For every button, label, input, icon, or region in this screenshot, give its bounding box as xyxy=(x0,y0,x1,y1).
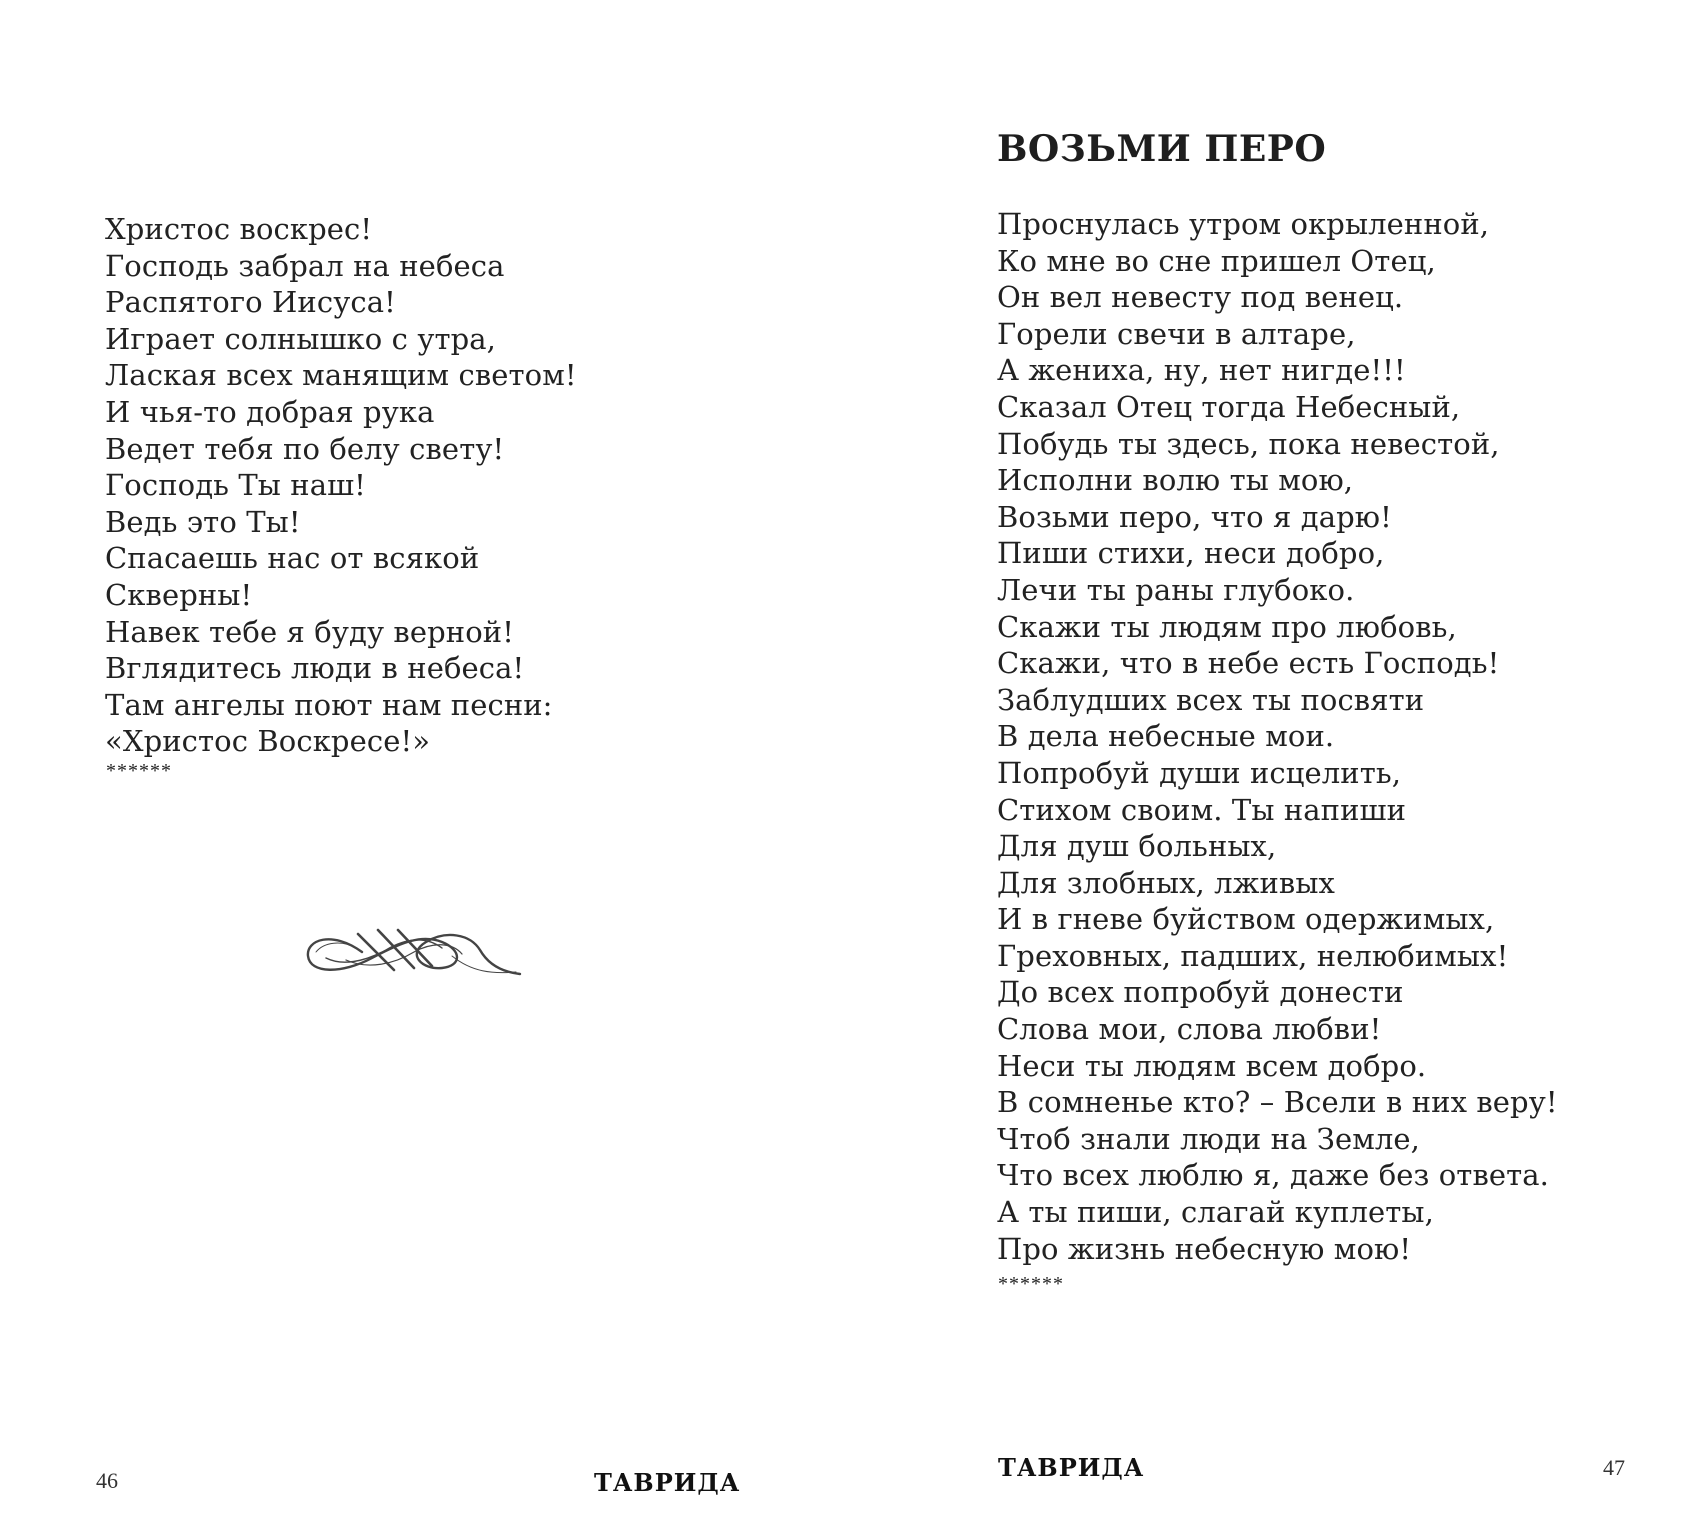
poem-line: Греховных, падших, нелюбимых! xyxy=(997,938,1509,973)
poem-line: И чья-то добрая рука xyxy=(105,394,435,429)
poem-line: Он вел невесту под венец. xyxy=(997,280,1404,315)
publisher-logo-left: ТАВРИДА xyxy=(594,1468,741,1497)
left-separator: ****** xyxy=(106,760,172,782)
poem-line: Там ангелы поют нам песни: xyxy=(105,687,553,722)
poem-line: Для злобных, лживых xyxy=(997,865,1335,900)
poem-line: Сказал Отец тогда Небесный, xyxy=(997,389,1461,424)
poem-line: Ведь это Ты! xyxy=(105,504,301,539)
poem-line: Скажи, что в небе есть Господь! xyxy=(997,646,1500,681)
poem-line: Господь забрал на небеса xyxy=(105,248,505,283)
poem-line: Лечи ты раны глубоко. xyxy=(997,572,1355,607)
poem-line: Вглядитесь люди в небеса! xyxy=(105,651,525,686)
poem-line: Исполни волю ты мою, xyxy=(997,463,1354,498)
poem-line: Чтоб знали люди на Земле, xyxy=(997,1121,1420,1156)
right-separator: ****** xyxy=(998,1273,1064,1295)
poem-line: А жениха, ну, нет нигде!!! xyxy=(997,353,1406,388)
poem-line: Лаская всех манящим светом! xyxy=(105,358,577,393)
poem-line: Стихом своим. Ты напиши xyxy=(997,792,1407,827)
page-number-left: 46 xyxy=(96,1468,118,1493)
poem-line: В дела небесные мои. xyxy=(997,719,1335,754)
poem-line: В сомненье кто? – Всели в них веру! xyxy=(997,1085,1558,1120)
poem-line: Распятого Иисуса! xyxy=(105,285,396,320)
poem-line: Возьми перо, что я дарю! xyxy=(997,499,1392,534)
poem-line: Попробуй души исцелить, xyxy=(997,755,1402,790)
poem-line: А ты пиши, слагай куплеты, xyxy=(997,1195,1434,1230)
poem-line: До всех попробуй донести xyxy=(997,975,1404,1010)
poem-line: И в гневе буйством одержимых, xyxy=(997,902,1495,937)
poem-line: Ведет тебя по белу свету! xyxy=(105,431,505,466)
poem-line: Скверны! xyxy=(105,577,253,612)
right-poem xyxy=(997,206,1558,1267)
poem-line: Скажи ты людям про любовь, xyxy=(997,609,1457,644)
poem-line: Про жизнь небесную мою! xyxy=(997,1231,1412,1266)
poem-line: Навек тебе я буду верной! xyxy=(105,614,514,649)
poem-line: Горели свечи в алтаре, xyxy=(997,316,1356,351)
poem-line: Неси ты людям всем добро. xyxy=(997,1048,1427,1083)
poem-line: Пиши стихи, неси добро, xyxy=(997,536,1385,571)
poem-line: Слова мои, слова любви! xyxy=(997,1012,1382,1047)
page-number-right: 47 xyxy=(1603,1455,1625,1480)
poem-line: Побудь ты здесь, пока невестой, xyxy=(997,426,1500,461)
poem-line: Спасаешь нас от всякой xyxy=(105,541,480,576)
poem-line: Что всех люблю я, даже без ответа. xyxy=(997,1158,1549,1193)
right-page xyxy=(850,0,1699,1522)
poem-line: Христос воскрес! xyxy=(105,212,373,246)
poem-line: «Христос Воскресе!» xyxy=(105,724,431,759)
publisher-logo-right: ТАВРИДА xyxy=(998,1453,1145,1482)
poem-line: Для душ больных, xyxy=(997,829,1277,864)
poem-line: Заблудших всех ты посвяти xyxy=(997,682,1425,717)
poem-line: Проснулась утром окрыленной, xyxy=(997,207,1490,241)
poem-line: Играет солнышко с утра, xyxy=(105,321,496,356)
flourish-ornament-icon xyxy=(302,912,522,988)
left-poem xyxy=(105,211,577,760)
poem-title: ВОЗЬМИ ПЕРО xyxy=(997,128,1327,170)
poem-line: Ко мне во сне пришел Отец, xyxy=(997,243,1436,278)
poem-line: Господь Ты наш! xyxy=(105,468,366,503)
